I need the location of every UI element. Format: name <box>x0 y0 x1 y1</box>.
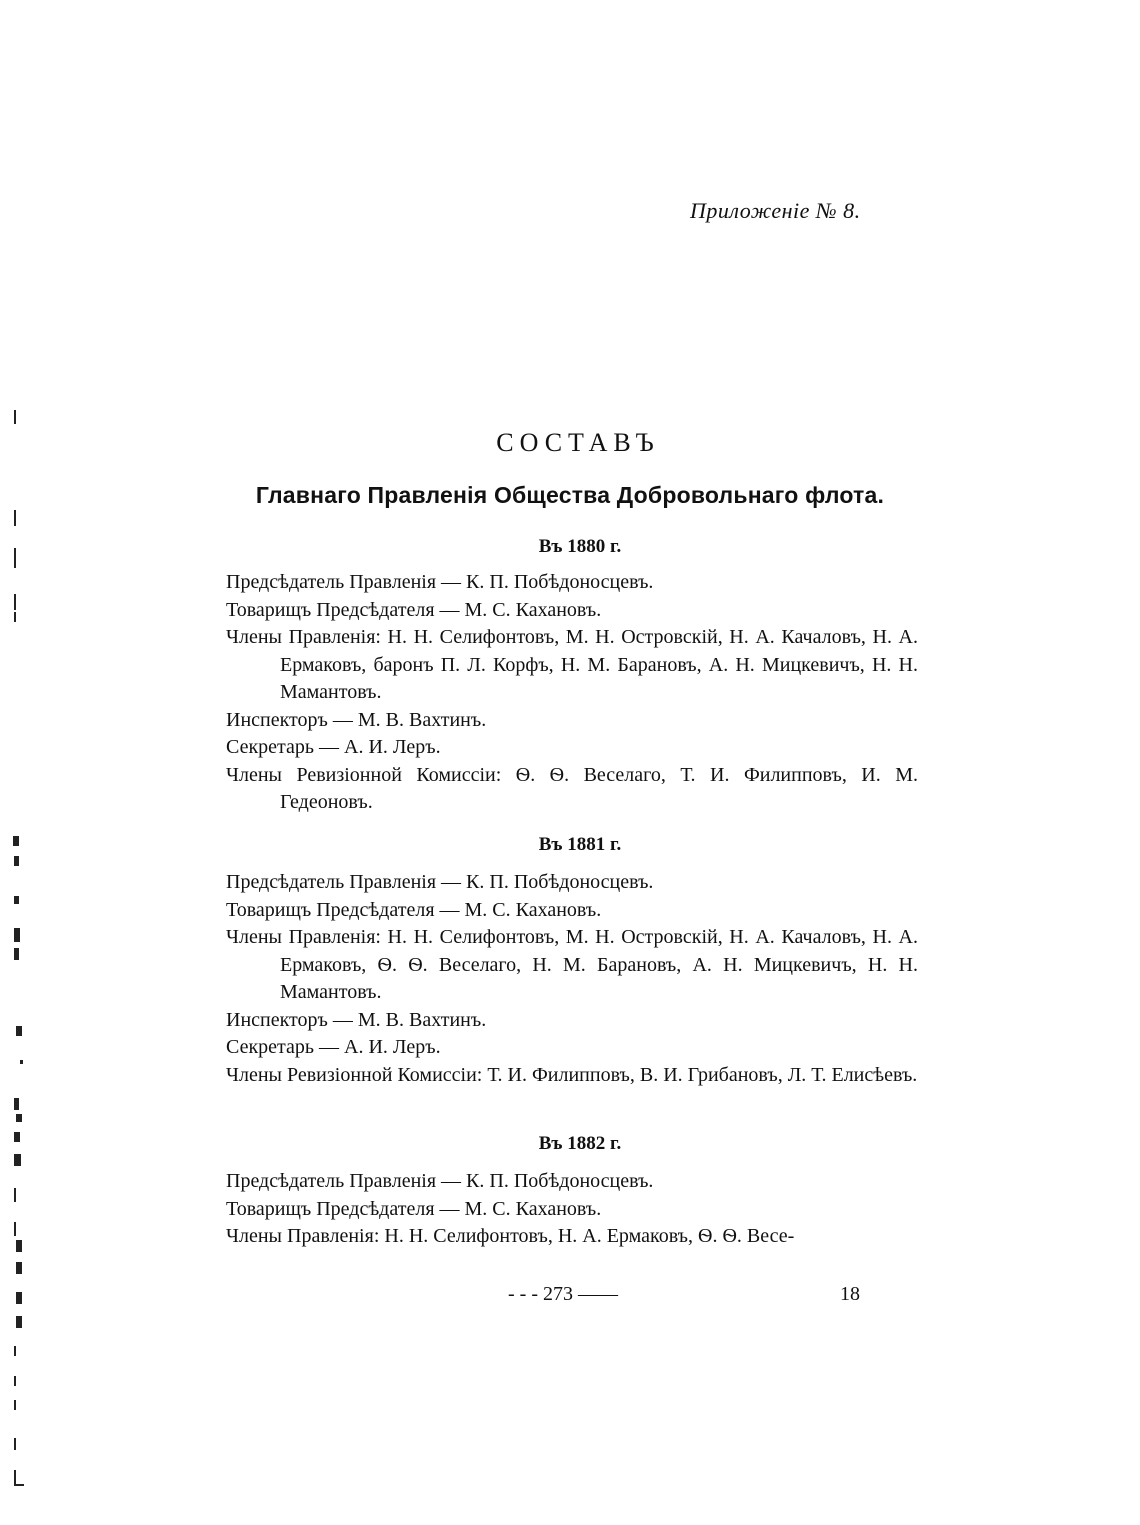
entry-deputy-chairman: Товарищъ Предсѣдателя — М. С. Кахановъ. <box>226 1197 602 1220</box>
page-number: - - - 273 —— <box>508 1283 618 1305</box>
entry-board-members: Члены Правленія: Н. Н. Селифонтовъ, М. Н. Островскій, Н. А. Качаловъ, Н. А. Ермаковъ, баронъ П. Л. Корфъ, Н. М. Барановъ, А. Н. Мицкевичъ, Н. Н. Мамантовъ. <box>226 626 918 703</box>
document-subtitle: Главнаго Правленія Общества Добровольнаго флота. <box>255 482 885 508</box>
entry-secretary: Секретарь — А. И. Леръ. <box>226 736 441 758</box>
entry-audit-commission: Члены Ревизіонной Комиссіи: Т. И. Филипповъ, В. И. Грибановъ, Л. Т. Елисѣевъ. <box>226 1063 918 1086</box>
section-1881-entries <box>226 869 918 1089</box>
entry-secretary: Секретарь — А. И. Леръ. <box>226 1036 441 1058</box>
scan-margin-marks <box>0 0 40 1520</box>
entry-chairman: Предсѣдатель Правленія — К. П. Побѣдоносцевъ. <box>226 871 654 893</box>
entry-board-members: Члены Правленія: Н. Н. Селифонтовъ, Н. А. Ермаковъ, Ѳ. Ѳ. Весе- <box>226 1225 795 1247</box>
entry-deputy-chairman: Товарищъ Предсѣдателя — М. С. Кахановъ. <box>226 898 602 921</box>
entry-deputy-chairman: Товарищъ Предсѣдателя — М. С. Кахановъ. <box>226 598 602 621</box>
section-1880-entries <box>226 569 918 817</box>
entry-board-members: Члены Правленія: Н. Н. Селифонтовъ, М. Н. Островскій, Н. А. Качаловъ, Н. А. Ермаковъ, Ѳ. Ѳ. Веселаго, Н. М. Барановъ, А. Н. Мицкевичъ, Н. Н. Мамантовъ. <box>226 926 918 1003</box>
appendix-label: Приложеніе № 8. <box>690 198 861 223</box>
entry-chairman: Предсѣдатель Правленія — К. П. Побѣдоносцевъ. <box>226 1170 654 1192</box>
entry-inspector: Инспекторъ — М. В. Вахтинъ. <box>226 1008 487 1031</box>
section-1882-entries <box>226 1168 918 1251</box>
entry-audit-commission: Члены Ревизіонной Комиссіи: Ѳ. Ѳ. Веселаго, Т. И. Филипповъ, И. М. Гедеоновъ. <box>226 763 918 813</box>
entry-chairman: Предсѣдатель Правленія — К. П. Побѣдоносцевъ. <box>226 571 654 593</box>
year-heading-1880: Въ 1880 г. <box>538 536 622 557</box>
signature-mark: 18 <box>840 1283 860 1305</box>
year-heading-1881: Въ 1881 г. <box>538 834 622 855</box>
entry-inspector: Инспекторъ — М. В. Вахтинъ. <box>226 708 487 731</box>
year-heading-1882: Въ 1882 г. <box>538 1133 622 1154</box>
document-title: СОСТАВЪ <box>496 428 660 457</box>
